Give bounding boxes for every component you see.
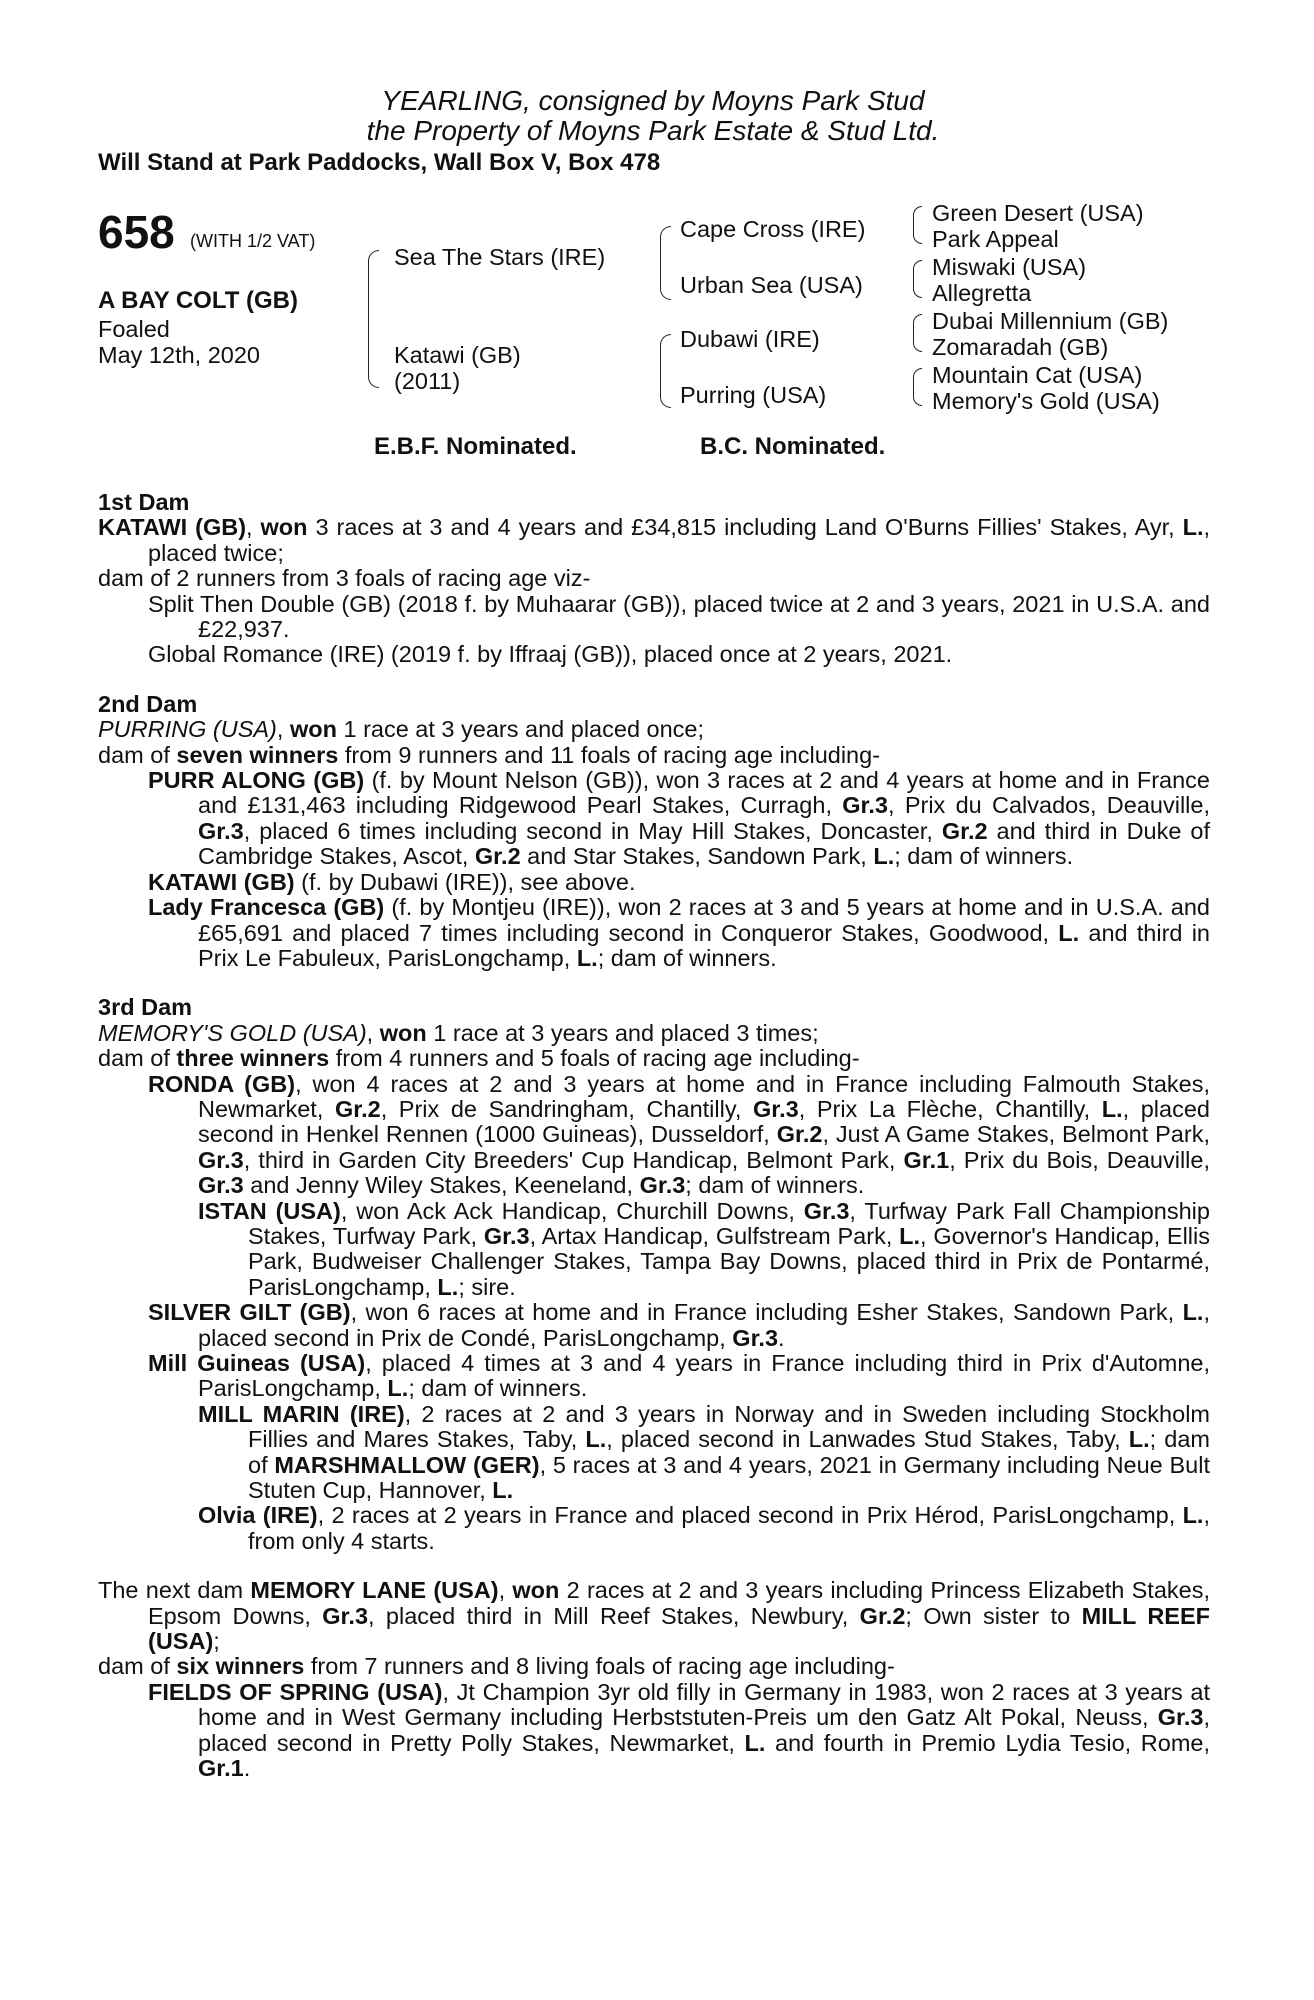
produce-entry	[98, 870, 1210, 895]
grade-mark: Gr.3	[732, 1324, 779, 1351]
won-bold: won	[260, 514, 308, 541]
grade-mark: Gr.2	[776, 1121, 823, 1148]
produce-entry	[98, 768, 1210, 870]
text: .	[243, 1755, 251, 1782]
grade-mark: Gr.3	[639, 1172, 686, 1199]
grade-mark: Gr.3	[322, 1602, 369, 1629]
horse-name-bold: MILL MARIN (IRE)	[198, 1400, 405, 1427]
dam-name-bold: MEMORY LANE (USA)	[250, 1577, 499, 1604]
grade-mark: Gr.3	[803, 1197, 850, 1224]
text: , placed 4 times at 3 and 4 years in France including third in Prix d'Automne, ParisLongchamp,	[198, 1350, 1210, 1402]
third-dam-record	[98, 1021, 1210, 1046]
text: , placed second in Lanwades Stud Stakes, Taby,	[606, 1426, 1129, 1453]
bc-nomination: B.C. Nominated.	[700, 433, 886, 460]
text: ; dam of winners.	[597, 944, 777, 971]
vat-note: (WITH 1/2 VAT)	[190, 231, 316, 251]
horse-name-bold: PURR ALONG (GB)	[148, 767, 365, 794]
dam-parents-brace	[660, 334, 671, 408]
first-dam-produce-summary: dam of 2 runners from 3 foals of racing age viz-	[98, 565, 591, 592]
won-bold: won	[289, 716, 337, 743]
grade-mark: Gr.1	[198, 1755, 244, 1782]
next-dam-produce-summary	[98, 1654, 1210, 1679]
ebf-nomination: E.B.F. Nominated.	[374, 433, 577, 460]
horse-name-bold: MARSHMALLOW (GER)	[274, 1451, 540, 1478]
text: (f. by Mount Nelson (GB)), won 3 races at 2 and 4 years at home and in France and £131,463 including Ridgewood Pearl Stakes, Curragh,	[198, 767, 1210, 819]
first-dam-heading: 1st Dam	[98, 489, 190, 515]
text: , 2 races at 2 and 3 years in Norway and in Sweden including Stockholm Fillies and Mares Stakes, Taby,	[248, 1400, 1210, 1453]
sire-dam-brace	[368, 250, 379, 388]
text: , placed second in Prix de Condé, ParisLongchamp,	[198, 1299, 1210, 1351]
lot-description: A BAY COLT (GB)	[98, 287, 299, 314]
sire-sire-sire: Green Desert (USA)	[932, 200, 1144, 226]
third-dam-heading: 3rd Dam	[98, 994, 193, 1021]
second-dam-produce-summary	[98, 743, 1210, 768]
text: and fourth in Premio Lydia Tesio, Rome,	[765, 1729, 1210, 1756]
second-dam-section	[98, 692, 1210, 971]
text: , Jt Champion 3yr old filly in Germany in 1983, won 2 races at 3 years at home and in West Germany including Herbststuten-Preis um den Gatz Alt Pokal, Neuss,	[198, 1678, 1210, 1731]
text: , placed 6 times including second in May Hill Stakes, Doncaster,	[243, 817, 942, 844]
text: and third in Prix Le Fabuleux, ParisLongchamp,	[198, 919, 1210, 971]
winners-bold: seven winners	[176, 741, 339, 768]
produce-entry	[98, 1351, 1210, 1402]
text: , from only 4 starts.	[248, 1502, 1210, 1554]
text: ; dam of winners.	[408, 1375, 588, 1402]
dam-sire-sire: Dubai Millennium (GB)	[932, 308, 1169, 334]
produce-entry	[98, 1402, 1210, 1504]
listed-mark: L.	[1128, 1426, 1150, 1453]
dam-sire-dam: Zomaradah (GB)	[932, 334, 1109, 360]
first-dam-record	[98, 515, 1210, 566]
text: dam of	[98, 1045, 177, 1072]
grade-mark: Gr.3	[483, 1222, 530, 1249]
grade-mark: Gr.3	[198, 1146, 244, 1173]
text: , won Ack Ack Handicap, Churchill Downs,	[340, 1197, 804, 1224]
listed-mark: L.	[1101, 1095, 1123, 1122]
horse-name-bold: RONDA (GB)	[148, 1070, 296, 1097]
text: , Just A Game Stakes, Belmont Park,	[822, 1121, 1210, 1148]
third-dam-section	[98, 995, 1210, 1554]
text: 1 race at 3 years and placed 3 times;	[426, 1019, 819, 1046]
next-dam-section	[98, 1578, 1210, 1781]
produce-entry	[98, 1072, 1210, 1199]
dam-dam-dam: Memory's Gold (USA)	[932, 388, 1160, 414]
produce-entry: Global Romance (IRE) (2019 f. by Iffraaj (GB)), placed once at 2 years, 2021.	[148, 641, 953, 668]
dam-dam-sire: Mountain Cat (USA)	[932, 362, 1143, 388]
listed-mark: L.	[873, 843, 895, 870]
horse-name-bold: KATAWI (GB)	[148, 868, 295, 895]
listed-mark: L.	[744, 1729, 766, 1756]
text: ; Own sister to	[905, 1602, 1082, 1629]
page-header	[98, 86, 1208, 178]
text: ; sire.	[458, 1273, 516, 1300]
text: (f. by Montjeu (IRE)), won 2 races at 3 and 5 years at home and in U.S.A. and £65,691 and placed 7 times including second in Conqueror Stakes, Goodwood,	[198, 894, 1210, 946]
sire-dam: Urban Sea (USA)	[680, 272, 863, 298]
listed-mark: L.	[437, 1273, 459, 1300]
first-dam-section	[98, 490, 1210, 668]
listed-mark: L.	[899, 1222, 921, 1249]
text: , third in Garden City Breeders' Cup Handicap, Belmont Park,	[243, 1146, 904, 1173]
listed-mark: L.	[1058, 919, 1080, 946]
text: , won 6 races at home and in France including Esher Stakes, Sandown Park,	[350, 1299, 1183, 1326]
sire-parents-brace	[660, 226, 671, 300]
grade-mark: Gr.2	[474, 843, 521, 870]
text: ; dam of winners.	[685, 1172, 865, 1199]
text: , Prix du Calvados, Deauville,	[888, 792, 1210, 819]
stand-location: Will Stand at Park Paddocks, Wall Box V, Box 478	[98, 149, 661, 176]
grade-mark: Gr.2	[859, 1602, 906, 1629]
listed-mark: L.	[492, 1477, 514, 1504]
produce-entry	[98, 1503, 1210, 1554]
listed-mark: L.	[1182, 514, 1204, 541]
text: (f. by Dubawi (IRE)), see above.	[294, 868, 636, 895]
next-dam-record	[98, 1578, 1210, 1654]
text: , Prix du Bois, Deauville,	[949, 1146, 1210, 1173]
sire-name: Sea The Stars (IRE)	[394, 244, 606, 270]
text: The next dam	[98, 1577, 251, 1604]
text: and third in Duke of Cambridge Stakes, Ascot,	[198, 817, 1210, 870]
horse-name-bold: ISTAN (USA)	[198, 1197, 341, 1224]
text: and Star Stakes, Sandown Park,	[520, 843, 874, 870]
text: , placed second in Pretty Polly Stakes, Newmarket,	[198, 1704, 1210, 1756]
listed-mark: L.	[387, 1375, 409, 1402]
text: dam of	[98, 741, 177, 768]
produce-entry	[98, 1300, 1210, 1351]
dam-year: (2011)	[394, 368, 461, 394]
text: , Turfway Park Fall Championship Stakes, Turfway Park,	[248, 1197, 1210, 1249]
dam-name-italic: PURRING (USA)	[98, 716, 277, 743]
gp-brace-2	[913, 260, 922, 298]
text: from 9 runners and 11 foals of racing age including-	[338, 741, 881, 768]
gp-brace-4	[913, 368, 922, 406]
consignor-line: YEARLING, consigned by Moyns Park Stud	[381, 85, 925, 116]
foaled-label: Foaled	[98, 316, 170, 342]
horse-name-bold: MILL REEF (USA)	[148, 1602, 1211, 1655]
foaled-date: May 12th, 2020	[98, 342, 260, 368]
property-line: the Property of Moyns Park Estate & Stud Ltd.	[366, 115, 940, 146]
text: ,	[366, 1019, 380, 1046]
text: 3 races at 3 and 4 years and £34,815 including Land O'Burns Fillies' Stakes, Ayr,	[307, 514, 1183, 541]
second-dam-heading: 2nd Dam	[98, 690, 198, 717]
text: , placed second in Henkel Rennen (1000 Guineas), Dusseldorf,	[198, 1095, 1210, 1148]
text: , Prix de Sandringham, Chantilly,	[380, 1095, 753, 1122]
text: , 5 races at 3 and 4 years, 2021 in Germany including Neue Bult Stuten Cup, Hannover,	[248, 1451, 1210, 1504]
grade-mark: Gr.3	[198, 817, 244, 844]
text: from 7 runners and 8 living foals of racing age including-	[304, 1653, 895, 1680]
text: ;	[213, 1628, 220, 1655]
won-bold: won	[512, 1577, 560, 1604]
grade-mark: Gr.3	[752, 1095, 799, 1122]
text: dam of	[98, 1653, 177, 1680]
produce-entry	[98, 1199, 1210, 1301]
dam-name: Katawi (GB)	[394, 342, 521, 368]
dam-dam: Purring (USA)	[680, 382, 827, 408]
text: ; dam of winners.	[894, 843, 1074, 870]
text: and Jenny Wiley Stakes, Keeneland,	[243, 1172, 640, 1199]
text: ,	[276, 716, 290, 743]
produce-entry	[98, 895, 1210, 971]
pedigree-table	[98, 198, 1208, 458]
text: , 2 races at 2 years in France and placed second in Prix Hérod, ParisLongchamp,	[317, 1502, 1183, 1529]
text: ,	[246, 514, 261, 541]
catalogue-body	[98, 490, 1210, 1806]
text: , Prix La Flèche, Chantilly,	[798, 1095, 1102, 1122]
gp-brace-3	[913, 314, 922, 352]
second-dam-record	[98, 717, 1210, 742]
winners-bold: six winners	[176, 1653, 305, 1680]
text: .	[778, 1324, 785, 1351]
horse-name-bold: SILVER GILT (GB)	[148, 1299, 351, 1326]
sire-sire: Cape Cross (IRE)	[680, 216, 866, 242]
horse-name-bold: Lady Francesca (GB)	[148, 894, 385, 921]
horse-name-bold: Olvia (IRE)	[198, 1502, 318, 1529]
gp-brace-1	[913, 206, 922, 244]
text: , placed third in Mill Reef Stakes, Newbury,	[368, 1602, 860, 1629]
listed-mark: L.	[1182, 1299, 1204, 1326]
horse-name-bold: FIELDS OF SPRING (USA)	[148, 1678, 443, 1705]
grade-mark: Gr.3	[1157, 1704, 1204, 1731]
dam-name-italic: MEMORY'S GOLD (USA)	[98, 1019, 367, 1046]
text: ,	[498, 1577, 513, 1604]
text: ; dam of	[248, 1426, 1210, 1478]
grade-mark: Gr.1	[903, 1146, 950, 1173]
sire-dam-dam: Allegretta	[932, 280, 1032, 306]
text: , placed twice;	[148, 514, 1211, 566]
listed-mark: L.	[576, 944, 598, 971]
sire-dam-sire: Miswaki (USA)	[932, 254, 1087, 280]
text: from 4 runners and 5 foals of racing age including-	[329, 1045, 860, 1072]
third-dam-produce-summary	[98, 1046, 1210, 1071]
grade-mark: Gr.2	[941, 817, 988, 844]
sire-sire-dam: Park Appeal	[932, 226, 1059, 252]
text: , Governor's Handicap, Ellis Park, Budweiser Challenger Stakes, Tampa Bay Downs, placed third in Prix de Pontarmé, ParisLongchamp,	[248, 1222, 1210, 1300]
listed-mark: L.	[1182, 1502, 1204, 1529]
listed-mark: L.	[585, 1426, 607, 1453]
won-bold: won	[379, 1019, 427, 1046]
dam-name-bold: KATAWI (GB)	[98, 514, 247, 541]
produce-entry	[98, 1680, 1210, 1782]
grade-mark: Gr.2	[334, 1095, 381, 1122]
horse-name-bold: Mill Guineas (USA)	[148, 1350, 366, 1376]
dam-sire: Dubawi (IRE)	[680, 326, 820, 352]
text: , Artax Handicap, Gulfstream Park,	[529, 1222, 900, 1249]
text: , won 4 races at 2 and 3 years at home and in France including Falmouth Stakes, Newmarket,	[198, 1070, 1210, 1122]
text: 1 race at 3 years and placed once;	[336, 716, 705, 743]
produce-entry: Split Then Double (GB) (2018 f. by Muhaarar (GB)), placed twice at 2 and 3 years, 2021 in U.S.A. and £22,937.	[148, 590, 1210, 643]
grade-mark: Gr.3	[842, 792, 888, 819]
grade-mark: Gr.3	[198, 1172, 244, 1199]
text: 2 races at 2 and 3 years including Princess Elizabeth Stakes, Epsom Downs,	[148, 1577, 1211, 1629]
lot-number: 658	[98, 206, 175, 258]
winners-bold: three winners	[176, 1045, 330, 1072]
